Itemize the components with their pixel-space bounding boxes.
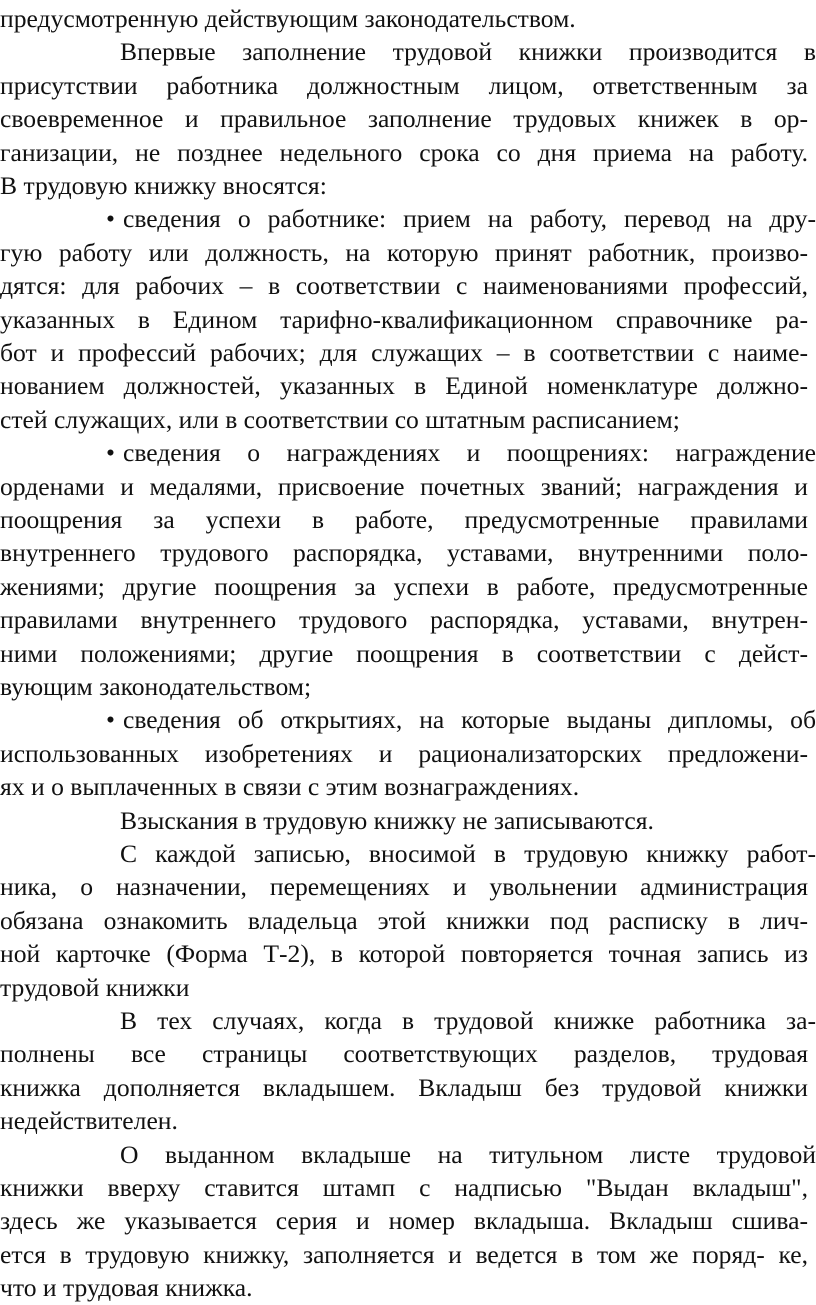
text-line: трудовой книжки	[0, 972, 190, 1002]
text-line: ними положениями; другие поощрения в соответствии с дейст-	[0, 638, 808, 668]
text-line: ях и о выплаченных в связи с этим вознаграждениях.	[0, 772, 580, 802]
text-line: сведения об открытиях, на которые выданы дипломы, об	[122, 705, 816, 735]
text-line: жениями; другие поощрения за успехи в работе, предусмотренные	[0, 571, 808, 601]
text-line: ника, о назначении, перемещениях и увольнении администрация	[0, 872, 808, 902]
bullet-icon: •	[106, 438, 115, 468]
text-line: стей служащих, или в соответствии со штатным расписанием;	[0, 404, 680, 434]
text-line: ной карточке (Форма Т-2), в которой повторяется точная запись из	[0, 939, 808, 969]
text-line: ется в трудовую книжку, заполняется и ведется в том же поряд- ке,	[0, 1239, 808, 1269]
text-line: поощрения за успехи в работе, предусмотренные правилами	[0, 505, 808, 534]
text-line: вующим законодательством;	[0, 672, 312, 701]
text-line: полнены все страницы соответствующих разделов, трудовая	[0, 1039, 808, 1069]
text-line: сведения о награждениях и поощрениях: награждение	[122, 438, 816, 468]
text-line: В трудовую книжку вносятся:	[0, 171, 327, 200]
text-line: дятся: для рабочих – в соответствии с наименованиями профессий,	[0, 271, 808, 301]
bullet-line	[0, 202, 816, 236]
text-line: книжка дополняется вкладышем. Вкладыш без трудовой книжки	[0, 1072, 808, 1102]
text-line: книжки вверху ставится штамп с надписью "Выдан вкладыш",	[0, 1173, 808, 1202]
bullet-icon: •	[106, 204, 115, 234]
text-line: Впервые заполнение трудовой книжки производится в	[120, 37, 816, 67]
text-line: внутреннего трудового распорядка, уставами, внутренними поло-	[0, 538, 808, 568]
text-line: правилами внутреннего трудового распорядка, уставами, внутрен-	[0, 605, 808, 635]
text-line: О выданном вкладыше на титульном листе трудовой	[120, 1139, 816, 1169]
bullet-line	[0, 436, 816, 470]
text-line: присутствии работника должностным лицом, ответственным за	[0, 70, 808, 100]
text-line: ганизации, не позднее недельного срока со дня приема на работу.	[0, 137, 808, 167]
text-line: нованием должностей, указанных в Единой номенклатуре должно-	[0, 371, 808, 401]
text-line: указанных в Едином тарифно-квалификационном справочнике ра-	[0, 304, 808, 334]
text-line: своевременное и правильное заполнение трудовых книжек в ор-	[0, 104, 808, 134]
text-line: бот и профессий рабочих; для служащих – в соответствии с наиме-	[0, 338, 808, 367]
text-line: гую работу или должность, на которую принят работник, произво-	[0, 237, 808, 267]
text-line: Взыскания в трудовую книжку не записываются.	[120, 805, 654, 835]
text-line: обязана ознакомить владельца этой книжки под расписку в лич-	[0, 905, 808, 935]
text-line: предусмотренную действующим законодательством.	[0, 4, 576, 33]
text-line: В тех случаях, когда в трудовой книжке работника за-	[120, 1006, 816, 1035]
bullet-line	[0, 703, 816, 737]
text-line: орденами и медалями, присвоение почетных званий; награждения и	[0, 471, 808, 501]
bullet-icon: •	[106, 705, 115, 735]
text-line: что и трудовая книжка.	[0, 1273, 253, 1303]
text-line: использованных изобретениях и рационализаторских предложени-	[0, 738, 808, 768]
text-line: здесь же указывается серия и номер вкладыша. Вкладыш сшива-	[0, 1206, 808, 1236]
text-line: недействителен.	[0, 1106, 178, 1136]
text-line: сведения о работнике: прием на работу, перевод на дру-	[122, 204, 816, 234]
text-line: С каждой записью, вносимой в трудовую книжку работ-	[120, 839, 816, 868]
